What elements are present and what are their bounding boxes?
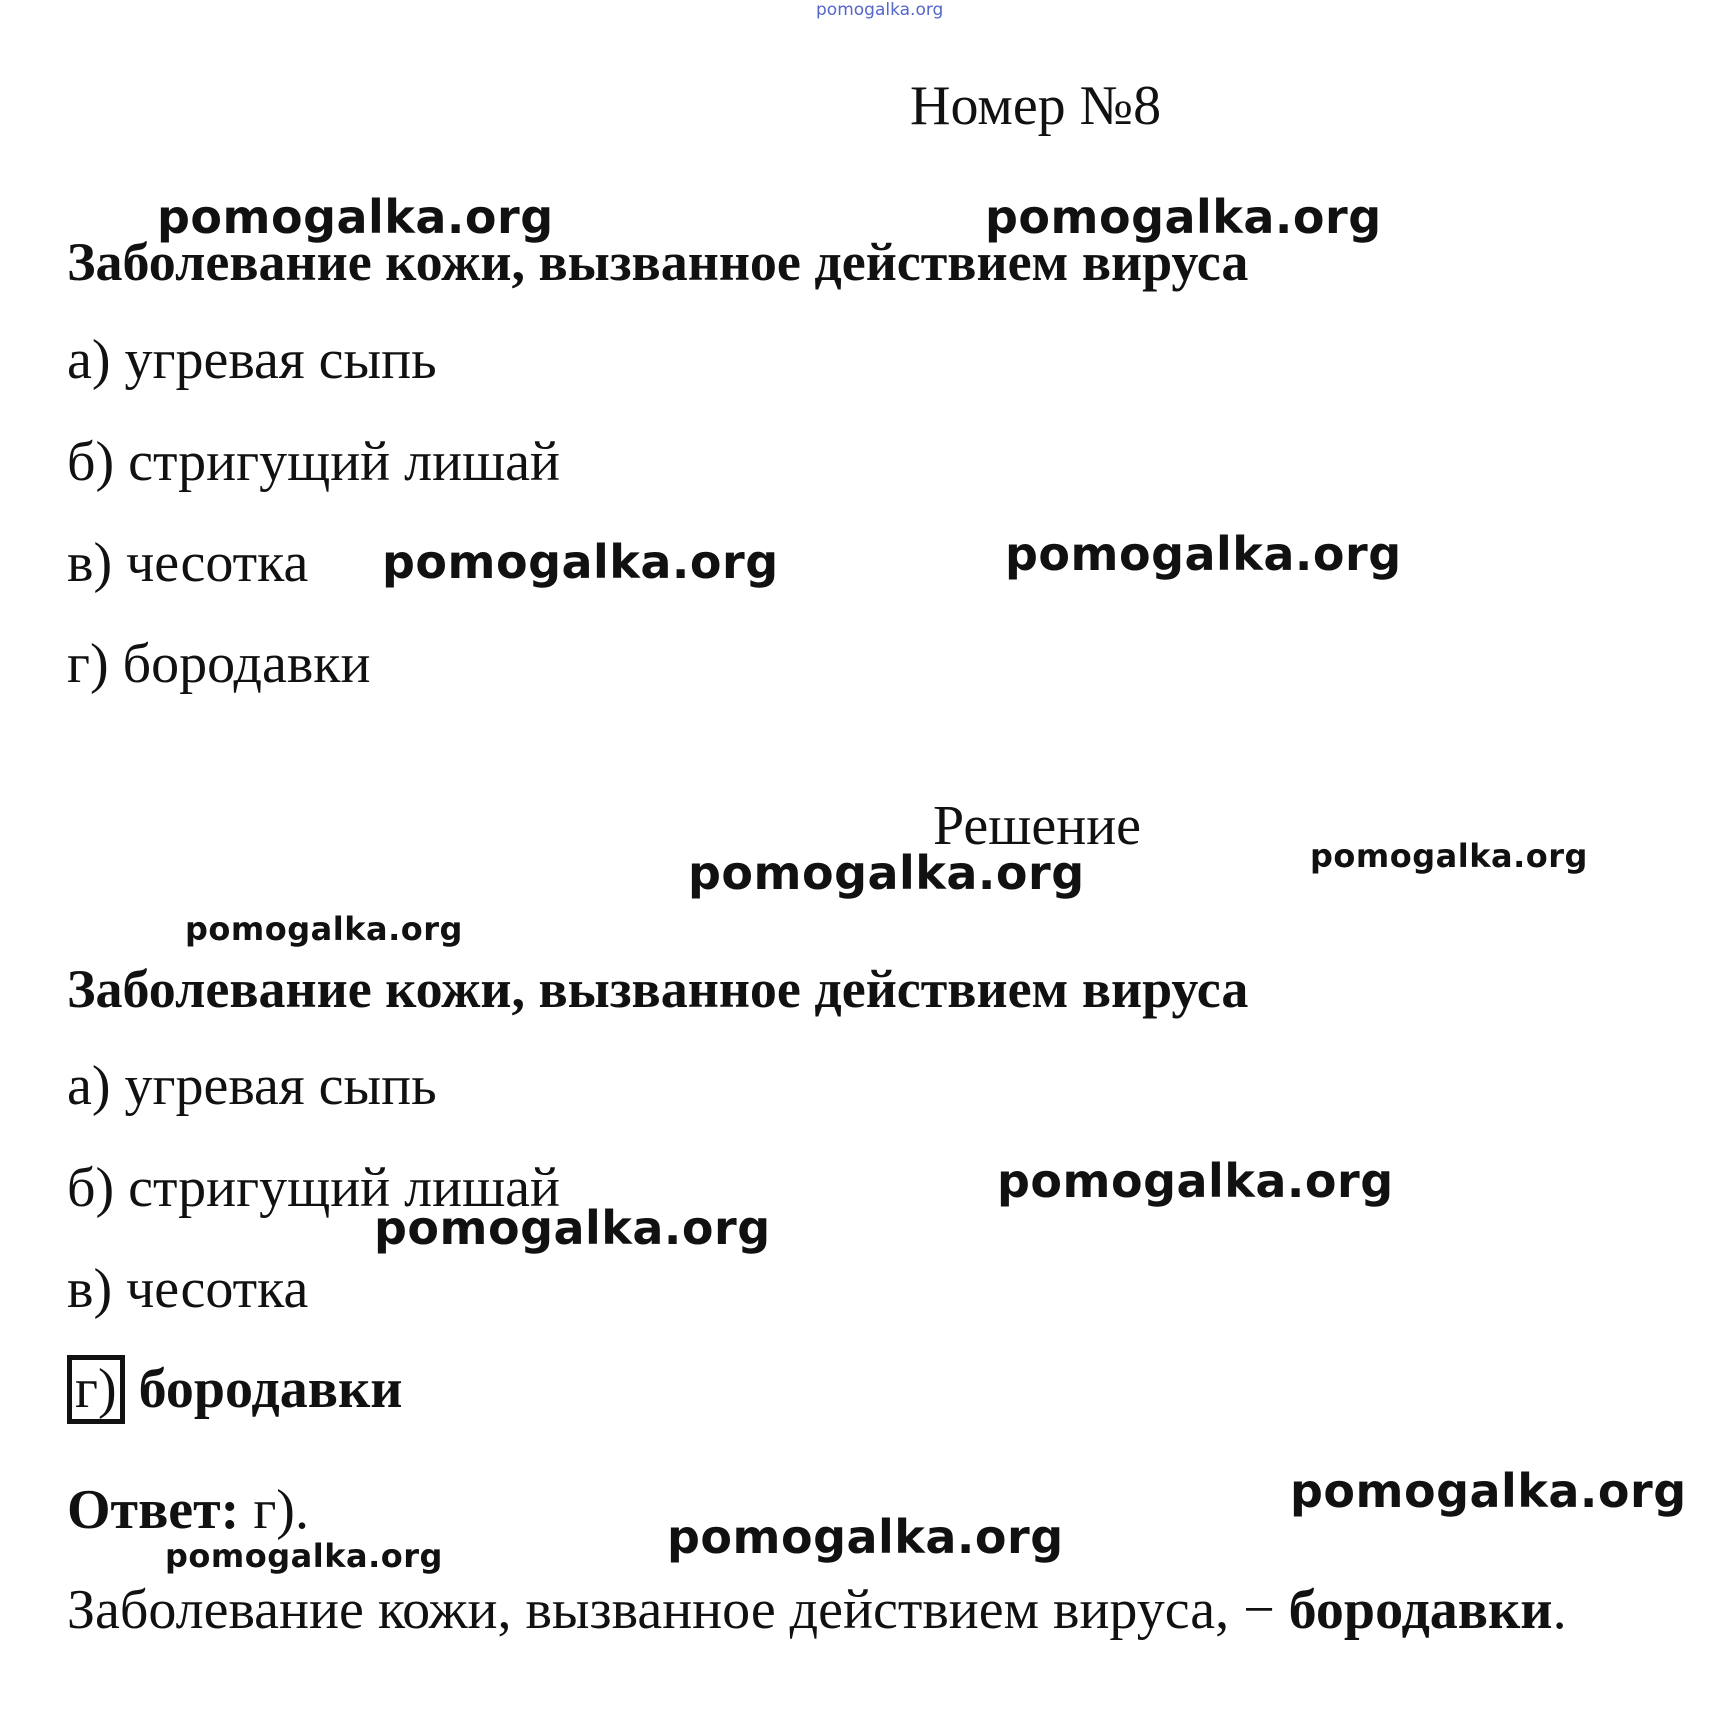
watermark: pomogalka.org xyxy=(1310,837,1588,875)
solution-option-b: б) стригущий лишай xyxy=(67,1157,561,1219)
question-option-b: б) стригущий лишай xyxy=(67,431,561,493)
watermark: pomogalka.org xyxy=(1005,527,1402,581)
conclusion-line xyxy=(67,1579,1567,1641)
watermark: pomogalka.org xyxy=(382,535,779,589)
selected-option-text: бородавки xyxy=(138,1358,403,1420)
answer-label: Ответ: xyxy=(67,1479,240,1541)
solution-question-text: Заболевание кожи, вызванное действием вируса xyxy=(67,959,1249,1019)
question-option-a: а) угревая сыпь xyxy=(67,329,437,391)
watermark: pomogalka.org xyxy=(374,1201,771,1255)
watermark: pomogalka.org xyxy=(667,1510,1064,1564)
watermark: pomogalka.org xyxy=(185,910,463,948)
answer-line xyxy=(67,1479,309,1541)
answer-value: г). xyxy=(239,1479,309,1541)
selected-marker-box: г) xyxy=(67,1355,125,1424)
page-title: Номер №8 xyxy=(910,75,1162,137)
watermark: pomogalka.org xyxy=(997,1154,1394,1208)
top-watermark: pomogalka.org xyxy=(816,0,944,20)
solution-selected-option xyxy=(67,1355,403,1424)
watermark: pomogalka.org xyxy=(985,190,1382,244)
question-option-d: г) бородавки xyxy=(67,633,371,695)
question-option-c: в) чесотка xyxy=(67,532,309,594)
watermark: pomogalka.org xyxy=(1290,1464,1687,1518)
solution-option-c: в) чесотка xyxy=(67,1258,309,1320)
conclusion-text: Заболевание кожи, вызванное действием вируса, − xyxy=(67,1579,1289,1641)
solution-option-a: а) угревая сыпь xyxy=(67,1055,437,1117)
watermark: pomogalka.org xyxy=(688,846,1085,900)
watermark: pomogalka.org xyxy=(157,190,554,244)
question-text: Заболевание кожи, вызванное действием вируса xyxy=(67,232,1249,292)
conclusion-end: . xyxy=(1552,1579,1567,1641)
solution-heading: Решение xyxy=(933,795,1142,857)
watermark: pomogalka.org xyxy=(165,1537,443,1575)
conclusion-bold: бородавки xyxy=(1288,1579,1553,1641)
